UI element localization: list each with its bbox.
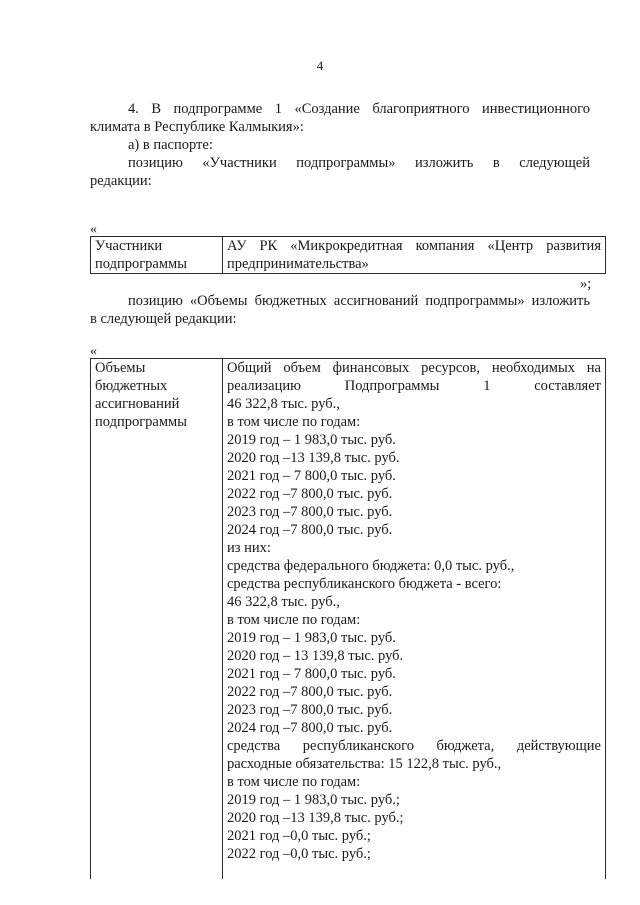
budget-table — [90, 358, 606, 879]
budget-value-line: 2019 год – 1 983,0 тыс. руб. — [227, 432, 396, 448]
budget-value-line: 2023 год –7 800,0 тыс. руб. — [227, 702, 393, 718]
budget-row — [91, 359, 606, 880]
position2-line-1: позицию «Объемы бюджетных ассигнований подпрограммы» изложить — [128, 293, 590, 309]
position1-line-2: редакции: — [90, 173, 152, 189]
position2-line-2: в следующей редакции: — [90, 311, 237, 327]
budget-value-line: 2019 год – 1 983,0 тыс. руб.; — [227, 792, 400, 808]
budget-label-line: ассигнований — [95, 396, 180, 412]
page-number: 4 — [316, 58, 324, 73]
budget-value-line: 2021 год – 7 800,0 тыс. руб. — [227, 468, 396, 484]
paragraph-intro-line-1: 4. В подпрограмме 1 «Создание благоприятного инвестиционного — [128, 101, 590, 117]
budget-value-line: 2022 год –0,0 тыс. руб.; — [227, 846, 371, 862]
budget-value-line: расходные обязательства: 15 122,8 тыс. руб., — [227, 756, 502, 772]
passport-line: а) в паспорте: — [128, 137, 213, 153]
open-quote-2: « — [90, 344, 97, 359]
budget-value-line: в том числе по годам: — [227, 612, 361, 628]
budget-label-line: бюджетных — [95, 378, 168, 394]
budget-value-line: средства федерального бюджета: 0,0 тыс. руб., — [227, 558, 515, 574]
budget-value-line: 2023 год –7 800,0 тыс. руб. — [227, 504, 393, 520]
participants-value-line-2: предпринимательства» — [227, 256, 369, 272]
budget-value-line: реализацию Подпрограммы 1 составляет — [227, 378, 601, 394]
budget-value-line: в том числе по годам: — [227, 774, 361, 790]
budget-value-cell — [223, 359, 606, 880]
budget-value-line: средства республиканского бюджета - всего: — [227, 576, 502, 592]
open-quote-1: « — [90, 222, 97, 237]
budget-label-cell — [91, 359, 223, 880]
budget-value-line: из них: — [227, 540, 271, 556]
budget-value-line: 2019 год – 1 983,0 тыс. руб. — [227, 630, 396, 646]
participants-label-cell — [91, 237, 223, 274]
budget-value-line: Общий объем финансовых ресурсов, необходимых на — [227, 360, 601, 376]
budget-value-line: в том числе по годам: — [227, 414, 361, 430]
participants-label-line-1: Участники — [95, 238, 163, 254]
budget-value-line: 2020 год – 13 139,8 тыс. руб. — [227, 648, 404, 664]
budget-value-line: 46 322,8 тыс. руб., — [227, 396, 340, 412]
participants-value-line-1: АУ РК «Микрокредитная компания «Центр развития — [227, 238, 601, 254]
budget-label-line: Объемы — [95, 360, 146, 376]
participants-table — [90, 236, 606, 274]
budget-value-line: 2022 год –7 800,0 тыс. руб. — [227, 684, 393, 700]
paragraph-intro-line-2: климата в Республике Калмыкия»: — [90, 119, 304, 135]
budget-value-line: 2024 год –7 800,0 тыс. руб. — [227, 720, 393, 736]
participants-value-cell — [223, 237, 606, 274]
budget-value-line: средства республиканского бюджета, действующие — [227, 738, 601, 754]
budget-value-line: 2024 год –7 800,0 тыс. руб. — [227, 522, 393, 538]
participants-row — [91, 237, 606, 274]
budget-value-line: 46 322,8 тыс. руб., — [227, 594, 340, 610]
participants-label-line-2: подпрограммы — [95, 256, 187, 272]
budget-value-line: 2020 год –13 139,8 тыс. руб.; — [227, 810, 404, 826]
close-quote: »; — [580, 276, 592, 292]
position1-line-1: позицию «Участники подпрограммы» изложить в следующей — [128, 155, 590, 171]
budget-label-line: подпрограммы — [95, 414, 187, 430]
budget-value-line: 2022 год –7 800,0 тыс. руб. — [227, 486, 393, 502]
budget-value-line: 2021 год –0,0 тыс. руб.; — [227, 828, 371, 844]
budget-value-line: 2020 год –13 139,8 тыс. руб. — [227, 450, 400, 466]
budget-value-line: 2021 год – 7 800,0 тыс. руб. — [227, 666, 396, 682]
